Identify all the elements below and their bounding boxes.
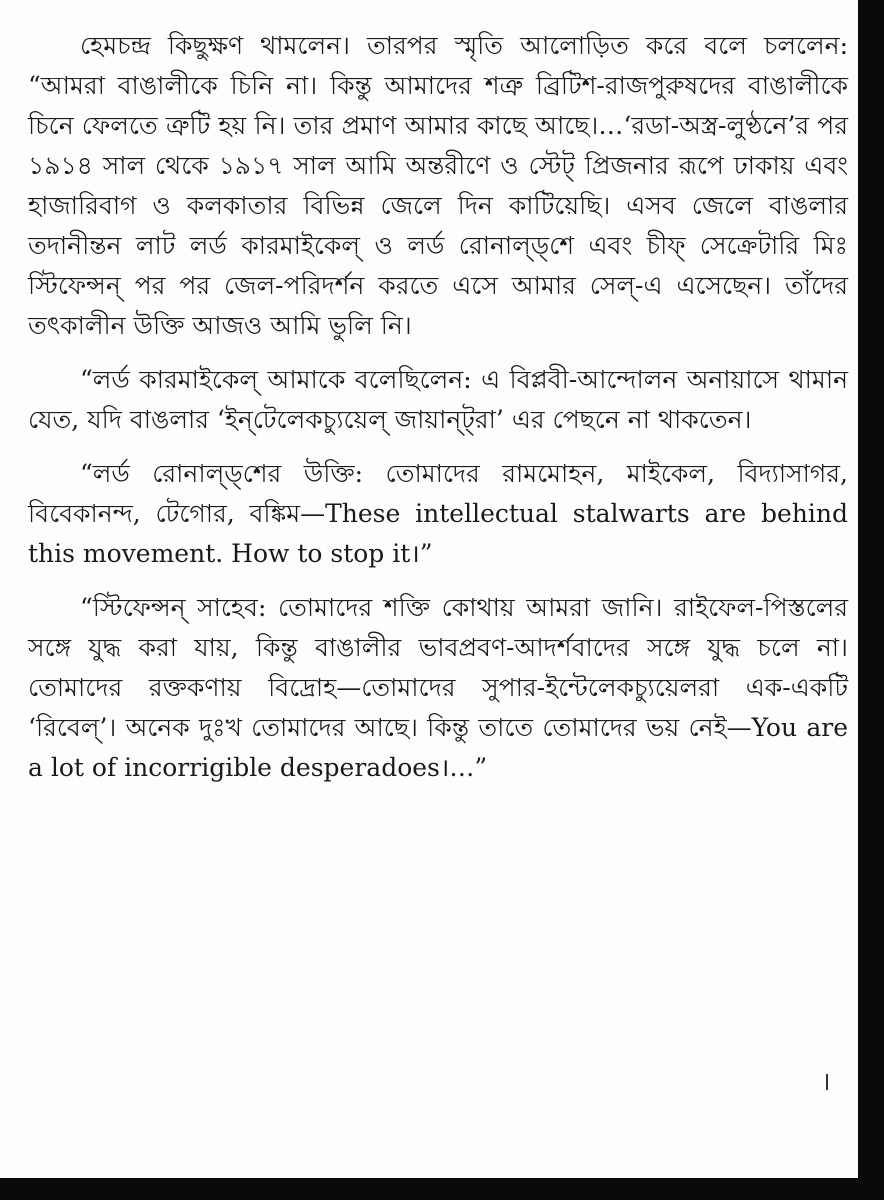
paragraph-lord-ronaldshay: “লর্ড রোনাল্ড্‌শের উক্তি: তোমাদের রামমোহন, মাইকেল, বিদ্যাসাগর, বিবেকানন্দ, টেগোর, বঙ্কিম—These intellectual stalwarts are behind this movement. How to stop it।” xyxy=(28,459,848,568)
scan-right-border xyxy=(858,0,884,1200)
paragraph-stephenson: “স্টিফেন্সন্ সাহেব: তোমাদের শক্তি কোথায় আমরা জানি। রাইফেল-পিস্তলের সঙ্গে যুদ্ধ করা যায়, কিন্তু বাঙালীর ভাবপ্রবণ-আদর্শবাদের সঙ্গে যুদ্ধ চলে না। তোমাদের রক্তকণায় বিদ্রোহ—তোমাদের সুপার-ইন্টেলেকচ্যুয়েলরা এক-একটি ‘রিবেল্’। অনেক দুঃখ তোমাদের আছে। কিন্তু তাতে তোমাদের ভয় নেই—You are a lot of incorrigible desperadoes।…” xyxy=(28,593,848,782)
page-body-text xyxy=(28,26,848,802)
stray-ink-mark xyxy=(826,1074,828,1090)
paragraph-hemchandra-recollection: হেমচন্দ্র কিছুক্ষণ থামলেন। তারপর স্মৃতি আলোড়িত করে বলে চললেন: “আমরা বাঙালীকে চিনি না। কিন্তু আমাদের শত্রু ব্রিটিশ-রাজপুরুষদের বাঙালীকে চিনে ফেলতে ত্রুটি হয় নি। তার প্রমাণ আমার কাছে আছে।…‘রডা-অস্ত্র-লুণ্ঠনে’র পর ১৯১৪ সাল থেকে ১৯১৭ সাল আমি অন্তরীণে ও স্টেট্ প্রিজনার রূপে ঢাকায় এবং হাজারিবাগ ও কলকাতার বিভিন্ন জেলে দিন কাটিয়েছি। এসব জেলে বাঙলার তদানীন্তন লাট লর্ড কারমাইকেল্ ও লর্ড রোনাল্ড্‌শে এবং চীফ্ সেক্রেটারি মিঃ স্টিফেন্সন্ পর পর জেল-পরিদর্শন করতে এসে আমার সেল্-এ এসেছেন। তাঁদের তৎকালীন উক্তি আজও আমি ভুলি নি। xyxy=(28,31,849,340)
scan-bottom-border xyxy=(0,1178,884,1200)
paragraph-lord-carmichael: “লর্ড কারমাইকেল্ আমাকে বলেছিলেন: এ বিপ্লবী-আন্দোলন অনায়াসে থামান যেত, যদি বাঙলার ‘ইন্‌টেলেকচ্যুয়েল্ জায়ান্ট্‌রা’ এর পেছনে না থাকতেন। xyxy=(28,365,848,434)
